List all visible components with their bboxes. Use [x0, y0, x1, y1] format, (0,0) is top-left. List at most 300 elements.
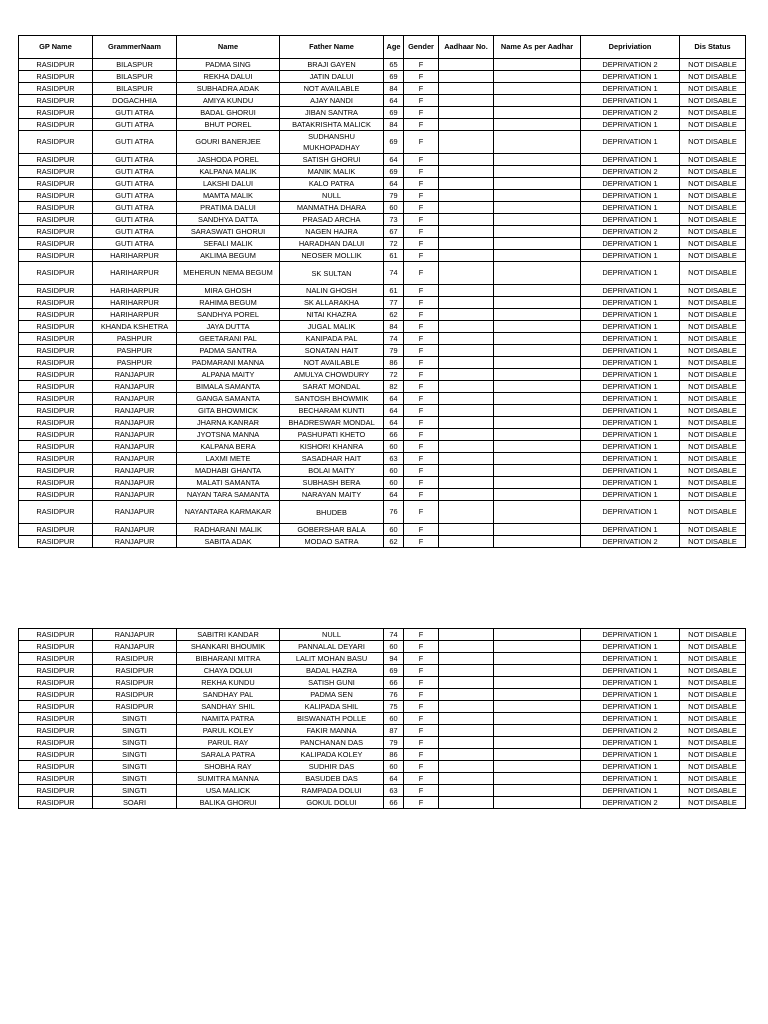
column-header-aadhaar-no: Aadhaar No. [439, 36, 494, 59]
table-row [19, 262, 746, 285]
cell-grammer-naam: PASHPUR [93, 333, 177, 345]
cell-depriviation: DEPRIVATION 1 [581, 773, 680, 785]
cell-aadhaar-no [439, 238, 494, 250]
cell-father-name: MANMATHA DHARA [280, 202, 384, 214]
cell-name-as-per-aadhar [494, 773, 581, 785]
cell-name: SHOBHA RAY [177, 761, 280, 773]
cell-gp-name: RASIDPUR [19, 214, 93, 226]
column-header-gp-name: GP Name [19, 36, 93, 59]
cell-gp-name: RASIDPUR [19, 178, 93, 190]
table-row [19, 83, 746, 95]
column-header-age: Age [384, 36, 404, 59]
cell-depriviation: DEPRIVATION 1 [581, 629, 680, 641]
cell-aadhaar-no [439, 262, 494, 285]
table-row [19, 119, 746, 131]
cell-name-as-per-aadhar [494, 501, 581, 524]
table-row [19, 190, 746, 202]
cell-name-as-per-aadhar [494, 797, 581, 809]
cell-dis-status: NOT DISABLE [680, 524, 746, 536]
cell-father-name: SARAT MONDAL [280, 381, 384, 393]
cell-gp-name: RASIDPUR [19, 477, 93, 489]
cell-dis-status: NOT DISABLE [680, 309, 746, 321]
cell-dis-status: NOT DISABLE [680, 429, 746, 441]
cell-age: 79 [384, 345, 404, 357]
cell-aadhaar-no [439, 761, 494, 773]
table-body-top [19, 59, 746, 548]
cell-gp-name: RASIDPUR [19, 59, 93, 71]
cell-aadhaar-no [439, 83, 494, 95]
cell-grammer-naam: BILASPUR [93, 83, 177, 95]
cell-gender: F [404, 357, 439, 369]
cell-gender: F [404, 321, 439, 333]
cell-father-name: SATISH GUNI [280, 677, 384, 689]
cell-age: 73 [384, 214, 404, 226]
cell-name: SANDHYA POREL [177, 309, 280, 321]
cell-name: REKHA KUNDU [177, 677, 280, 689]
cell-grammer-naam: RASIDPUR [93, 689, 177, 701]
table-row [19, 369, 746, 381]
cell-age: 94 [384, 653, 404, 665]
cell-name: NAYAN TARA SAMANTA [177, 489, 280, 501]
cell-grammer-naam: GUTI ATRA [93, 166, 177, 178]
cell-gender: F [404, 501, 439, 524]
cell-gender: F [404, 405, 439, 417]
table-row [19, 131, 746, 154]
cell-gp-name: RASIDPUR [19, 749, 93, 761]
cell-grammer-naam: GUTI ATRA [93, 238, 177, 250]
cell-depriviation: DEPRIVATION 1 [581, 369, 680, 381]
cell-grammer-naam: GUTI ATRA [93, 226, 177, 238]
cell-name-as-per-aadhar [494, 725, 581, 737]
cell-gender: F [404, 524, 439, 536]
cell-name-as-per-aadhar [494, 166, 581, 178]
cell-gender: F [404, 489, 439, 501]
cell-gender: F [404, 773, 439, 785]
cell-grammer-naam: GUTI ATRA [93, 107, 177, 119]
cell-name: SANDHAY PAL [177, 689, 280, 701]
cell-gp-name: RASIDPUR [19, 489, 93, 501]
cell-name-as-per-aadhar [494, 297, 581, 309]
table-row [19, 689, 746, 701]
cell-gender: F [404, 417, 439, 429]
cell-father-name: AJAY NANDI [280, 95, 384, 107]
cell-age: 84 [384, 83, 404, 95]
cell-age: 60 [384, 477, 404, 489]
cell-aadhaar-no [439, 441, 494, 453]
cell-depriviation: DEPRIVATION 1 [581, 701, 680, 713]
cell-dis-status: NOT DISABLE [680, 489, 746, 501]
cell-age: 64 [384, 417, 404, 429]
cell-grammer-naam: RANJAPUR [93, 393, 177, 405]
cell-depriviation: DEPRIVATION 1 [581, 465, 680, 477]
cell-father-name: JATIN DALUI [280, 71, 384, 83]
cell-name: CHAYA DOLUI [177, 665, 280, 677]
cell-aadhaar-no [439, 701, 494, 713]
cell-name: SABITRI KANDAR [177, 629, 280, 641]
cell-age: 64 [384, 773, 404, 785]
cell-name-as-per-aadhar [494, 441, 581, 453]
cell-grammer-naam: BILASPUR [93, 59, 177, 71]
cell-name: MEHERUN NEMA BEGUM [177, 262, 280, 285]
cell-name-as-per-aadhar [494, 689, 581, 701]
cell-father-name: MODAO SATRA [280, 536, 384, 548]
cell-gp-name: RASIDPUR [19, 393, 93, 405]
column-header-name: Name [177, 36, 280, 59]
cell-name: LAKSHI DALUI [177, 178, 280, 190]
cell-dis-status: NOT DISABLE [680, 238, 746, 250]
cell-dis-status: NOT DISABLE [680, 214, 746, 226]
cell-name: MIRA GHOSH [177, 285, 280, 297]
cell-grammer-naam: RANJAPUR [93, 465, 177, 477]
cell-dis-status: NOT DISABLE [680, 131, 746, 154]
cell-grammer-naam: RASIDPUR [93, 665, 177, 677]
cell-age: 63 [384, 785, 404, 797]
cell-gp-name: RASIDPUR [19, 107, 93, 119]
table-row [19, 429, 746, 441]
cell-gender: F [404, 689, 439, 701]
cell-gp-name: RASIDPUR [19, 297, 93, 309]
cell-gp-name: RASIDPUR [19, 629, 93, 641]
cell-father-name: KALIPADA KOLEY [280, 749, 384, 761]
table-row [19, 107, 746, 119]
cell-gp-name: RASIDPUR [19, 369, 93, 381]
cell-depriviation: DEPRIVATION 2 [581, 536, 680, 548]
cell-aadhaar-no [439, 369, 494, 381]
table-row [19, 701, 746, 713]
cell-aadhaar-no [439, 119, 494, 131]
cell-aadhaar-no [439, 381, 494, 393]
table-row [19, 797, 746, 809]
cell-father-name: NALIN GHOSH [280, 285, 384, 297]
table-row [19, 713, 746, 725]
cell-father-name: KALIPADA SHIL [280, 701, 384, 713]
cell-age: 76 [384, 501, 404, 524]
cell-gp-name: RASIDPUR [19, 357, 93, 369]
cell-grammer-naam: PASHPUR [93, 345, 177, 357]
cell-grammer-naam: RANJAPUR [93, 405, 177, 417]
cell-aadhaar-no [439, 665, 494, 677]
table-row [19, 381, 746, 393]
cell-age: 64 [384, 405, 404, 417]
cell-name: SANDHAY SHIL [177, 701, 280, 713]
cell-name: LAXMI METE [177, 453, 280, 465]
cell-gender: F [404, 713, 439, 725]
cell-age: 74 [384, 262, 404, 285]
cell-father-name: LALIT MOHAN BASU [280, 653, 384, 665]
table-row [19, 333, 746, 345]
table-row [19, 154, 746, 166]
cell-father-name: BATAKRISHTA MALICK [280, 119, 384, 131]
cell-gp-name: RASIDPUR [19, 166, 93, 178]
cell-aadhaar-no [439, 725, 494, 737]
cell-name: BADAL GHORUI [177, 107, 280, 119]
cell-father-name: BADAL HAZRA [280, 665, 384, 677]
cell-father-name: SK ALLARAKHA [280, 297, 384, 309]
cell-name-as-per-aadhar [494, 653, 581, 665]
cell-age: 60 [384, 202, 404, 214]
cell-name-as-per-aadhar [494, 761, 581, 773]
cell-father-name: HARADHAN DALUI [280, 238, 384, 250]
cell-name-as-per-aadhar [494, 262, 581, 285]
cell-name: BHUT POREL [177, 119, 280, 131]
cell-grammer-naam: SINGTI [93, 725, 177, 737]
cell-aadhaar-no [439, 357, 494, 369]
cell-dis-status: NOT DISABLE [680, 713, 746, 725]
cell-grammer-naam: DOGACHHIA [93, 95, 177, 107]
cell-name: GOURI BANERJEE [177, 131, 280, 154]
cell-name-as-per-aadhar [494, 95, 581, 107]
cell-grammer-naam: HARIHARPUR [93, 309, 177, 321]
cell-name: KALPANA BERA [177, 441, 280, 453]
cell-depriviation: DEPRIVATION 1 [581, 665, 680, 677]
cell-grammer-naam: GUTI ATRA [93, 214, 177, 226]
cell-age: 60 [384, 641, 404, 653]
cell-age: 60 [384, 713, 404, 725]
cell-name: SANDHYA DATTA [177, 214, 280, 226]
cell-depriviation: DEPRIVATION 2 [581, 226, 680, 238]
cell-age: 61 [384, 285, 404, 297]
cell-depriviation: DEPRIVATION 2 [581, 797, 680, 809]
cell-name-as-per-aadhar [494, 71, 581, 83]
cell-gp-name: RASIDPUR [19, 226, 93, 238]
cell-age: 72 [384, 238, 404, 250]
cell-depriviation: DEPRIVATION 1 [581, 214, 680, 226]
column-header-depriviation: Depriviation [581, 36, 680, 59]
cell-gp-name: RASIDPUR [19, 725, 93, 737]
cell-name: AKLIMA BEGUM [177, 250, 280, 262]
cell-depriviation: DEPRIVATION 1 [581, 641, 680, 653]
cell-age: 69 [384, 71, 404, 83]
cell-grammer-naam: GUTI ATRA [93, 119, 177, 131]
cell-age: 84 [384, 119, 404, 131]
cell-age: 62 [384, 309, 404, 321]
cell-grammer-naam: SINGTI [93, 773, 177, 785]
cell-age: 60 [384, 465, 404, 477]
cell-grammer-naam: RANJAPUR [93, 536, 177, 548]
cell-aadhaar-no [439, 405, 494, 417]
cell-gp-name: RASIDPUR [19, 429, 93, 441]
cell-depriviation: DEPRIVATION 1 [581, 489, 680, 501]
cell-gp-name: RASIDPUR [19, 345, 93, 357]
cell-father-name: PRASAD ARCHA [280, 214, 384, 226]
cell-dis-status: NOT DISABLE [680, 629, 746, 641]
cell-gp-name: RASIDPUR [19, 321, 93, 333]
cell-name-as-per-aadhar [494, 701, 581, 713]
cell-gp-name: RASIDPUR [19, 665, 93, 677]
table-row [19, 226, 746, 238]
cell-gender: F [404, 369, 439, 381]
cell-gender: F [404, 297, 439, 309]
cell-age: 60 [384, 761, 404, 773]
cell-name: PADMA SANTRA [177, 345, 280, 357]
table-row [19, 725, 746, 737]
cell-name: USA MALICK [177, 785, 280, 797]
table-header-row [19, 36, 746, 59]
cell-name-as-per-aadhar [494, 405, 581, 417]
cell-name: BIBHARANI MITRA [177, 653, 280, 665]
table-row [19, 677, 746, 689]
cell-depriviation: DEPRIVATION 1 [581, 357, 680, 369]
cell-name: GEETARANI PAL [177, 333, 280, 345]
cell-father-name: KALO PATRA [280, 178, 384, 190]
cell-name: NAYANTARA KARMAKAR [177, 501, 280, 524]
cell-depriviation: DEPRIVATION 1 [581, 393, 680, 405]
cell-dis-status: NOT DISABLE [680, 83, 746, 95]
cell-age: 87 [384, 725, 404, 737]
cell-aadhaar-no [439, 166, 494, 178]
cell-grammer-naam: SINGTI [93, 785, 177, 797]
cell-name: SARALA PATRA [177, 749, 280, 761]
cell-name: GITA BHOWMICK [177, 405, 280, 417]
cell-dis-status: NOT DISABLE [680, 381, 746, 393]
cell-father-name: SUDHANSHU MUKHOPADHAY [280, 131, 384, 154]
cell-dis-status: NOT DISABLE [680, 641, 746, 653]
cell-name: JHARNA KANRAR [177, 417, 280, 429]
cell-father-name: NOT AVAILABLE [280, 83, 384, 95]
cell-grammer-naam: RANJAPUR [93, 381, 177, 393]
cell-grammer-naam: RASIDPUR [93, 677, 177, 689]
cell-father-name: SANTOSH BHOWMIK [280, 393, 384, 405]
cell-name: MADHABI GHANTA [177, 465, 280, 477]
cell-grammer-naam: RANJAPUR [93, 417, 177, 429]
cell-aadhaar-no [439, 393, 494, 405]
cell-depriviation: DEPRIVATION 1 [581, 441, 680, 453]
cell-name-as-per-aadhar [494, 465, 581, 477]
cell-age: 76 [384, 689, 404, 701]
cell-depriviation: DEPRIVATION 1 [581, 417, 680, 429]
cell-age: 64 [384, 489, 404, 501]
table-row [19, 166, 746, 178]
cell-dis-status: NOT DISABLE [680, 773, 746, 785]
cell-aadhaar-no [439, 641, 494, 653]
cell-grammer-naam: SINGTI [93, 737, 177, 749]
cell-gp-name: RASIDPUR [19, 95, 93, 107]
cell-name-as-per-aadhar [494, 641, 581, 653]
cell-age: 74 [384, 629, 404, 641]
cell-gp-name: RASIDPUR [19, 405, 93, 417]
cell-aadhaar-no [439, 178, 494, 190]
cell-dis-status: NOT DISABLE [680, 737, 746, 749]
cell-father-name: BOLAI MAITY [280, 465, 384, 477]
cell-age: 65 [384, 59, 404, 71]
cell-depriviation: DEPRIVATION 1 [581, 653, 680, 665]
cell-gender: F [404, 345, 439, 357]
cell-age: 61 [384, 250, 404, 262]
cell-aadhaar-no [439, 214, 494, 226]
cell-age: 69 [384, 107, 404, 119]
cell-depriviation: DEPRIVATION 1 [581, 321, 680, 333]
cell-depriviation: DEPRIVATION 1 [581, 689, 680, 701]
cell-name-as-per-aadhar [494, 202, 581, 214]
cell-gender: F [404, 453, 439, 465]
cell-depriviation: DEPRIVATION 1 [581, 178, 680, 190]
table-row [19, 465, 746, 477]
cell-depriviation: DEPRIVATION 1 [581, 154, 680, 166]
cell-depriviation: DEPRIVATION 1 [581, 131, 680, 154]
cell-aadhaar-no [439, 737, 494, 749]
cell-father-name: GOBERSHAR BALA [280, 524, 384, 536]
cell-aadhaar-no [439, 297, 494, 309]
cell-gp-name: RASIDPUR [19, 190, 93, 202]
table-row [19, 178, 746, 190]
cell-father-name: JIBAN SANTRA [280, 107, 384, 119]
cell-dis-status: NOT DISABLE [680, 250, 746, 262]
cell-gp-name: RASIDPUR [19, 524, 93, 536]
cell-depriviation: DEPRIVATION 1 [581, 119, 680, 131]
cell-dis-status: NOT DISABLE [680, 166, 746, 178]
cell-depriviation: DEPRIVATION 2 [581, 166, 680, 178]
cell-age: 66 [384, 677, 404, 689]
cell-gender: F [404, 477, 439, 489]
cell-depriviation: DEPRIVATION 1 [581, 453, 680, 465]
cell-gender: F [404, 429, 439, 441]
cell-grammer-naam: RANJAPUR [93, 429, 177, 441]
cell-dis-status: NOT DISABLE [680, 536, 746, 548]
cell-aadhaar-no [439, 131, 494, 154]
cell-aadhaar-no [439, 536, 494, 548]
table-row [19, 345, 746, 357]
cell-depriviation: DEPRIVATION 1 [581, 713, 680, 725]
cell-name: JASHODA POREL [177, 154, 280, 166]
cell-dis-status: NOT DISABLE [680, 441, 746, 453]
table-row [19, 477, 746, 489]
table-row [19, 285, 746, 297]
cell-gp-name: RASIDPUR [19, 71, 93, 83]
cell-gp-name: RASIDPUR [19, 501, 93, 524]
cell-name: KALPANA MALIK [177, 166, 280, 178]
table-row [19, 238, 746, 250]
cell-name-as-per-aadhar [494, 393, 581, 405]
cell-aadhaar-no [439, 749, 494, 761]
cell-name-as-per-aadhar [494, 381, 581, 393]
cell-gender: F [404, 797, 439, 809]
cell-father-name: KANIPADA PAL [280, 333, 384, 345]
cell-father-name: AMULYA CHOWDURY [280, 369, 384, 381]
cell-father-name: BISWANATH POLLE [280, 713, 384, 725]
cell-grammer-naam: RASIDPUR [93, 701, 177, 713]
cell-name-as-per-aadhar [494, 737, 581, 749]
cell-age: 60 [384, 524, 404, 536]
cell-aadhaar-no [439, 71, 494, 83]
cell-father-name: BRAJI GAYEN [280, 59, 384, 71]
cell-grammer-naam: GUTI ATRA [93, 131, 177, 154]
cell-depriviation: DEPRIVATION 1 [581, 202, 680, 214]
cell-depriviation: DEPRIVATION 1 [581, 190, 680, 202]
cell-dis-status: NOT DISABLE [680, 689, 746, 701]
cell-gp-name: RASIDPUR [19, 713, 93, 725]
cell-depriviation: DEPRIVATION 2 [581, 107, 680, 119]
cell-name: GANGA SAMANTA [177, 393, 280, 405]
cell-aadhaar-no [439, 429, 494, 441]
cell-name: PADMARANI MANNA [177, 357, 280, 369]
cell-grammer-naam: RANJAPUR [93, 524, 177, 536]
cell-gender: F [404, 381, 439, 393]
table-row [19, 214, 746, 226]
cell-gender: F [404, 333, 439, 345]
cell-father-name: BASUDEB DAS [280, 773, 384, 785]
cell-gender: F [404, 725, 439, 737]
cell-gender: F [404, 107, 439, 119]
table-row [19, 95, 746, 107]
cell-gender: F [404, 71, 439, 83]
cell-gender: F [404, 178, 439, 190]
cell-grammer-naam: HARIHARPUR [93, 297, 177, 309]
cell-father-name: SASADHAR HAIT [280, 453, 384, 465]
beneficiary-table-top [18, 35, 746, 548]
cell-age: 64 [384, 154, 404, 166]
cell-name: SARASWATI GHORUI [177, 226, 280, 238]
cell-name: MAMTA MALIK [177, 190, 280, 202]
